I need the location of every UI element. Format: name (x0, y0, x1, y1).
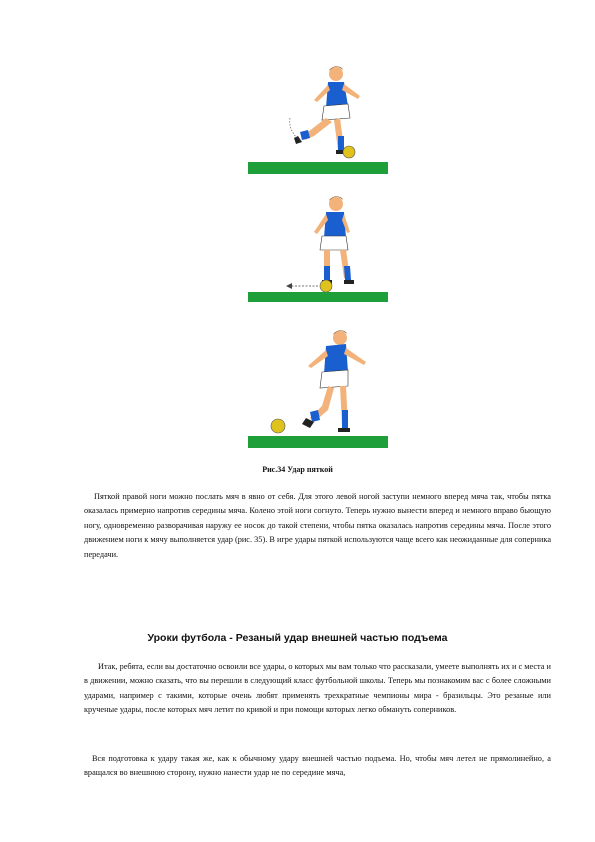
ball-icon (343, 146, 355, 158)
figure-image-3 (248, 322, 388, 450)
figure-image-2 (248, 192, 388, 302)
figure-image-1 (248, 58, 388, 178)
player-head (329, 67, 343, 81)
grass-strip (248, 162, 388, 174)
paragraph-1: Пяткой правой ноги можно послать мяч в явно от себя. Для этого левой ногой заступи немного вперед мяча так, чтобы пятка оказалась примерно напротив середины мяча. Колено этой ноги согнуто. Теперь нужно вынести вперед и немного вправо бьющую ногу, одновременно разворачивая наружу ее носок до такой степени, чтобы пятка оказалась напротив середины мяча. После этого движением ноги к мячу выполняется удар (рис. 35). В игре удары пяткой используются чаще всего как неожиданные для соперника передачи. (84, 492, 551, 559)
section-title: Уроки футбола - Резаный удар внешней частью подъема (147, 632, 448, 644)
paragraph-3: Вся подготовка к удару такая же, как к обычному удару внешней частью подъема. Но, чтобы мяч летел не прямолинейно, а вращался во внешнюю сторону, нужно нанести удар не по середине мяча, (84, 754, 551, 778)
paragraph-2: Итак, ребята, если вы достаточно освоили все удары, о которых мы вам только что рассказали, умеете выполнять их и с места и в движении, можно сказать, что вы перешли в следующий класс футбольной школы. Теперь мы познакомим вас с более сложными ударами, например с такими, которые очень любят применять трехкратные чемпионы мира - бразильцы. Это резаные или крученые удары, после которых мяч летит по кривой и при помощи которых легко обмануть соперников. (84, 662, 551, 715)
figure-caption: Рис.34 Удар пяткой (262, 465, 333, 474)
